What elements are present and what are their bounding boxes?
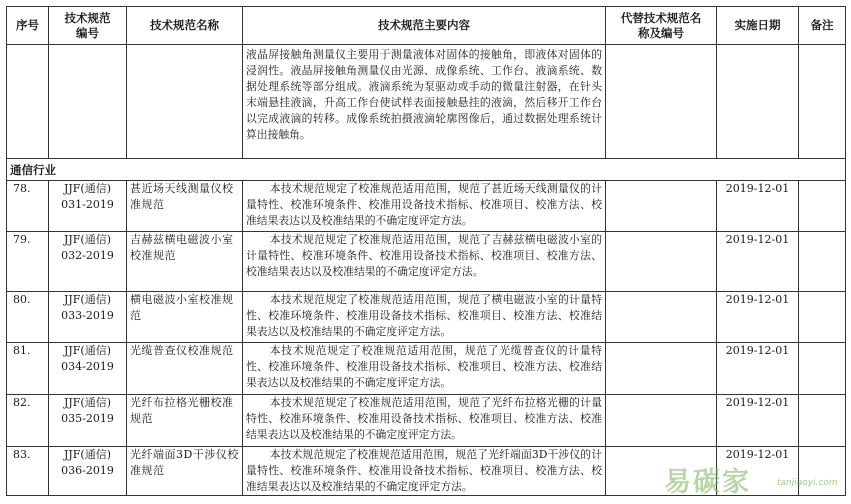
header-name: 技术规范名称 [127,7,243,45]
row-replace [606,232,717,292]
row-name: 横电磁波小室校准规范 [127,292,243,343]
row-date: 2019-12-01 [717,395,799,447]
row-seq: 81. [7,343,49,395]
table-row [7,395,846,447]
row-code: JJF(通信) 036-2019 [49,447,127,496]
row-date: 2019-12-01 [717,181,799,232]
row-date: 2019-12-01 [717,232,799,292]
row-replace [606,181,717,232]
table-row [7,292,846,343]
standards-table [6,6,846,496]
table-row [7,181,846,232]
continued-content: 液晶屏接触角测量仪主要用于测量液体对固体的接触角，即液体对固体的浸润性。液晶屏接触角测量仪由光源、成像系统、工作台、液滴系统、数据处理系统等部分组成。液滴系统为泵驱动或手动的微量注射器，在针头末端悬挂液滴，升高工作台使试样表面接触悬挂的液滴，然后移开工作台以完成液滴的转移。成像系统拍摄液滴轮廓图像后，通过数据处理系统计算出接触角。 [243,45,606,159]
row-note [799,447,846,496]
header-code: 技术规范编号 [49,7,127,45]
row-content: 本技术规范规定了校准规范适用范围，规范了光纤布拉格光栅的计量特性、校准环境条件、校准用设备技术指标、校准项目、校准方法、校准结果表达以及校准结果的不确定度评定方法。 [243,395,606,447]
row-date: 2019-12-01 [717,292,799,343]
row-note [799,232,846,292]
row-date: 2019-12-01 [717,447,799,496]
row-replace [606,343,717,395]
row-replace [606,447,717,496]
row-seq: 82. [7,395,49,447]
header-note: 备注 [799,7,846,45]
watermark-text: 易碳家 [664,467,751,498]
row-name: 光纤端面3D干涉仪校准规范 [127,447,243,496]
watermark-sub: tanjiaoyi.com [777,478,838,488]
row-name: 光缆普查仪校准规范 [127,343,243,395]
row-replace [606,395,717,447]
row-note [799,292,846,343]
row-note [799,395,846,447]
row-replace [606,292,717,343]
row-code: JJF(通信) 031-2019 [49,181,127,232]
row-seq: 78. [7,181,49,232]
row-seq: 83. [7,447,49,496]
section-row [7,159,846,181]
row-code: JJF(通信) 035-2019 [49,395,127,447]
row-seq: 80. [7,292,49,343]
row-name: 吉赫兹横电磁波小室校准规范 [127,232,243,292]
row-note [799,181,846,232]
row-code: JJF(通信) 032-2019 [49,232,127,292]
row-code: JJF(通信) 033-2019 [49,292,127,343]
table-row [7,447,846,496]
row-content: 本技术规范规定了校准规范适用范围，规范了吉赫兹横电磁波小室的计量特性、校准环境条件、校准用设备技术指标、校准项目、校准方法、校准结果表达以及校准结果的不确定度评定方法。 [243,232,606,292]
header-content: 技术规范主要内容 [243,7,606,45]
table-row [7,343,846,395]
table-row [7,232,846,292]
header-date: 实施日期 [717,7,799,45]
row-note [799,343,846,395]
row-date: 2019-12-01 [717,343,799,395]
row-content: 本技术规范规定了校准规范适用范围，规范了横电磁波小室的计量特性、校准环境条件、校准用设备技术指标、校准项目、校准方法、校准结果表达以及校准结果的不确定度评定方法。 [243,292,606,343]
section-title: 通信行业 [7,159,846,181]
header-seq: 序号 [7,7,49,45]
header-row [7,7,846,45]
row-seq: 79. [7,232,49,292]
row-code: JJF(通信) 034-2019 [49,343,127,395]
row-name: 甚近场天线测量仪校准规范 [127,181,243,232]
row-content: 本技术规范规定了校准规范适用范围，规范了甚近场天线测量仪的计量特性、校准环境条件、校准用设备技术指标、校准项目、校准方法、校准结果表达以及校准结果的不确定度评定方法。 [243,181,606,232]
row-name: 光纤布拉格光栅校准规范 [127,395,243,447]
row-content: 本技术规范规定了校准规范适用范围，规范了光纤端面3D干涉仪的计量特性、校准环境条件、校准用设备技术指标、校准项目、校准方法、校准结果表达以及校准结果的不确定度评定方法。 [243,447,606,496]
table-row-continued [7,45,846,159]
row-content: 本技术规范规定了校准规范适用范围，规范了光缆普查仪的计量特性、校准环境条件、校准用设备技术指标、校准项目、校准方法、校准结果表达以及校准结果的不确定度评定方法。 [243,343,606,395]
header-replace: 代替技术规范名称及编号 [606,7,717,45]
